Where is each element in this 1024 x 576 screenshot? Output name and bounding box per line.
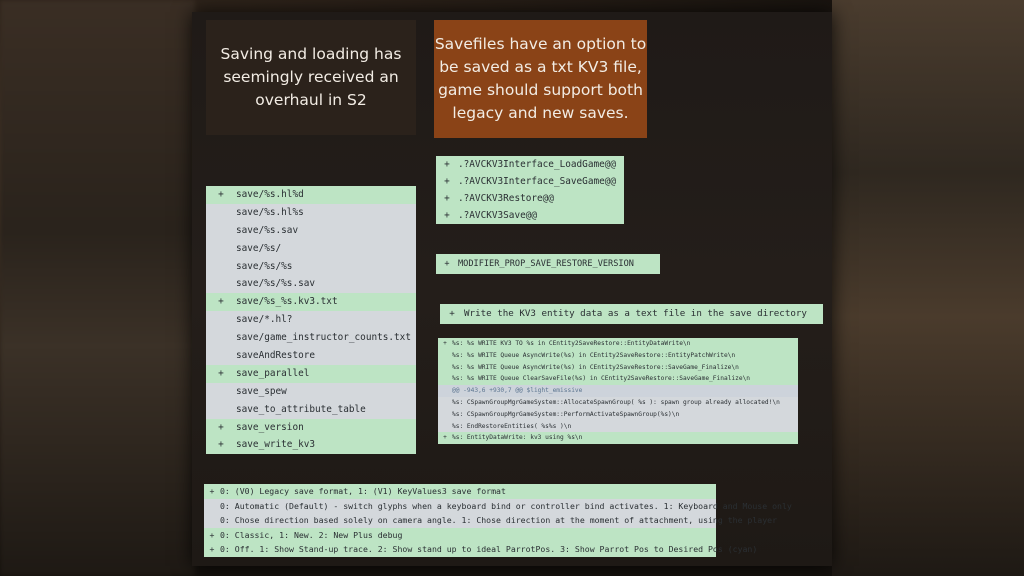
diff-row: + 0: (V0) Legacy save format, 1: (V1) KeyValues3 save format bbox=[204, 484, 716, 499]
diff-row: save/%s/%s.sav bbox=[236, 278, 316, 290]
diff-hunk-header: @@ -943,6 +930,7 @@ $light_emissive bbox=[438, 385, 798, 397]
diff-row: save_to_attribute_table bbox=[236, 403, 366, 415]
diff-row: + .?AVCKV3Interface_SaveGame@@ bbox=[436, 173, 624, 190]
diff-row: save/%s.hl%s bbox=[236, 206, 304, 218]
slide-panel bbox=[192, 12, 832, 566]
diff-row: save/*.hl? bbox=[236, 314, 293, 326]
diff-row: + .?AVCKV3Interface_LoadGame@@ bbox=[436, 156, 624, 173]
diff-row: %s: CSpawnGroupMgrGameSystem::PerformActivateSpawnGroup(%s)\n bbox=[452, 410, 680, 418]
diff-row: + save_version bbox=[206, 419, 416, 437]
callout-kv3-savefiles-text: Savefiles have an option to be saved as a txt KV3 file, game should support both legacy and new saves. bbox=[434, 35, 647, 122]
callout-kv3-savefiles bbox=[434, 20, 647, 138]
diff-row: %s: %s WRITE Queue AsyncWrite(%s) in CEntity2SaveRestore::SaveGame_Finalize\n bbox=[438, 362, 798, 374]
diff-row: + 0: Off. 1: Show Stand-up trace. 2: Show stand up to ideal ParrotPos. 3: Show Parrot Pos to Desired Pos (cyan) bbox=[204, 542, 716, 557]
diff-row: save_spew bbox=[236, 385, 287, 397]
diff-row: save/%s/%s bbox=[236, 260, 293, 272]
callout-saving-overhaul bbox=[206, 20, 416, 135]
background-blur-left bbox=[0, 0, 195, 576]
background-blur-right bbox=[832, 0, 1024, 576]
kv3-interface-symbols-diff bbox=[436, 156, 624, 224]
diff-row: %s: CSpawnGroupMgrGameSystem::AllocateSpawnGroup( %s ): spawn group already allocated!\n bbox=[452, 398, 780, 406]
diff-row: saveAndRestore bbox=[236, 350, 316, 362]
save-restore-log-diff bbox=[438, 338, 798, 444]
diff-row: + 0: Classic, 1: New. 2: New Plus debug bbox=[204, 528, 716, 543]
diff-row: save/%s/ bbox=[236, 242, 282, 254]
diff-row: 0: Automatic (Default) - switch glyphs when a keyboard bind or controller bind activates. 1: Keyboard and Mouse only bbox=[220, 500, 792, 511]
diff-row: + save_parallel bbox=[206, 365, 416, 383]
diff-row: save/%s.sav bbox=[236, 224, 299, 236]
save-strings-diff bbox=[206, 186, 416, 454]
diff-row: %s: EndRestoreEntities( %s%s )\n bbox=[452, 422, 572, 430]
diff-row: + .?AVCKV3Save@@ bbox=[436, 207, 624, 224]
modifier-save-restore-version-diff: + MODIFIER_PROP_SAVE_RESTORE_VERSION bbox=[436, 254, 660, 274]
diff-row: + %s: %s WRITE KV3 TO %s in CEntity2SaveRestore::EntityDataWrite\n bbox=[438, 338, 798, 350]
convar-help-diff bbox=[204, 484, 792, 557]
write-kv3-description-diff: + Write the KV3 entity data as a text file in the save directory bbox=[440, 304, 823, 324]
diff-row: 0: Chose direction based solely on camera angle. 1: Chose direction at the moment of attachment, using the player bbox=[220, 515, 778, 526]
diff-row: %s: %s WRITE Queue AsyncWrite(%s) in CEntity2SaveRestore::EntityPatchWrite\n bbox=[438, 350, 798, 362]
diff-row: + %s: EntityDataWrite: kv3 using %s\n bbox=[438, 432, 798, 444]
callout-saving-overhaul-text: Saving and loading has seemingly received an overhaul in S2 bbox=[220, 45, 402, 109]
diff-row: + save/%s_%s.kv3.txt bbox=[206, 293, 416, 311]
diff-row: save/game_instructor_counts.txt bbox=[236, 332, 411, 344]
diff-row: + .?AVCKV3Restore@@ bbox=[436, 190, 624, 207]
diff-row: %s: %s WRITE Queue ClearSaveFile(%s) in CEntity2SaveRestore::SaveGame_Finalize\n bbox=[438, 373, 798, 385]
diff-row: + save_write_kv3 bbox=[206, 436, 416, 454]
diff-row: + save/%s.hl%d bbox=[206, 186, 416, 204]
